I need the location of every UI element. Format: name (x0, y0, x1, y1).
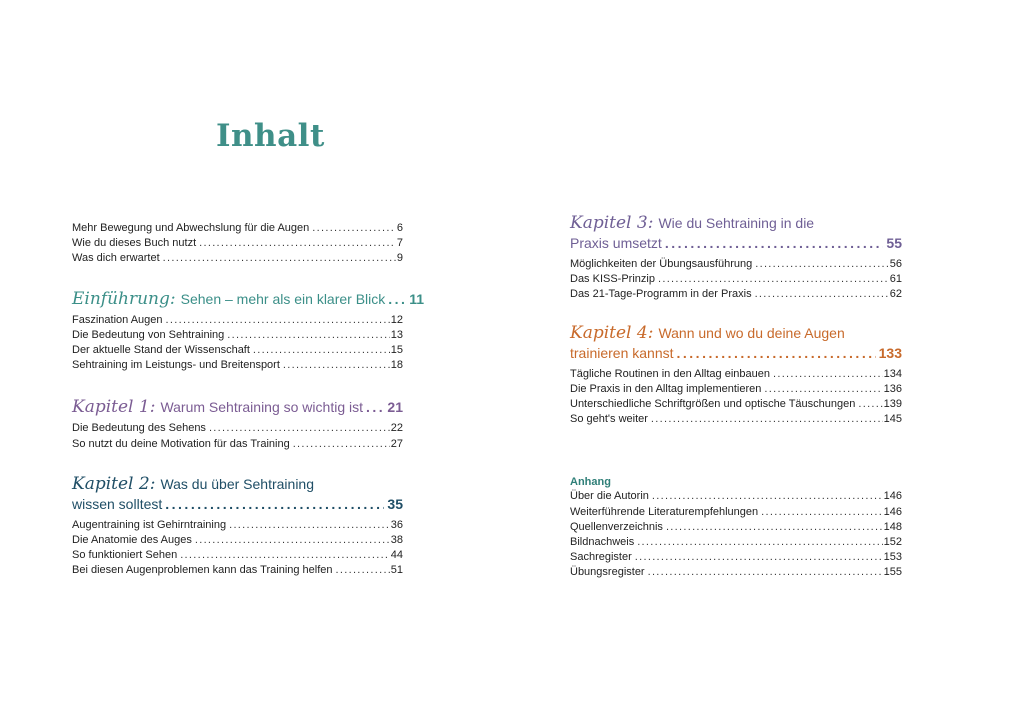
toc-entry[interactable] (72, 518, 403, 533)
leader-dots (163, 251, 396, 266)
chapter-kicker: Kapitel 3: (570, 213, 654, 233)
leader-dots (180, 548, 390, 563)
toc-entry-label: Mehr Bewegung und Abwechslung für die Augen (72, 222, 310, 234)
toc-entry[interactable] (72, 328, 403, 343)
toc-entry-label: Wie du dieses Buch nutzt (72, 237, 197, 250)
leader-dots (648, 565, 883, 580)
toc-entry[interactable] (570, 397, 902, 412)
chapter-page: 55 (886, 235, 902, 251)
toc-entry-label: Über die Autorin (570, 490, 649, 503)
chapter-title: Warum Sehtraining so wichtig ist (160, 399, 363, 416)
toc-entry[interactable] (570, 535, 902, 550)
toc-entry-page: 148 (883, 520, 902, 533)
page-title: Inhalt (216, 118, 325, 154)
chapter-kapitel-4 (570, 323, 902, 363)
toc-entry-page: 27 (390, 437, 403, 450)
toc-entry[interactable] (570, 565, 902, 580)
leader-dots (666, 520, 883, 535)
toc-entry-page: 146 (883, 490, 902, 503)
toc-entry-label: Der aktuelle Stand der Wissenschaft (72, 344, 250, 357)
leader-dots (665, 233, 884, 253)
toc-entry-page: 12 (390, 313, 403, 326)
chapter-title-line-2: Praxis umsetzt (570, 235, 662, 251)
leader-dots (773, 367, 883, 382)
toc-entry[interactable] (570, 505, 902, 520)
chapter-title: Sehen – mehr als ein klarer Blick (180, 290, 386, 307)
toc-entry[interactable] (72, 358, 403, 373)
chapter-heading[interactable] (570, 323, 902, 343)
toc-entry-page: 38 (390, 534, 403, 547)
chapter-heading[interactable] (72, 288, 425, 309)
chapter-kapitel-2 (72, 474, 403, 514)
toc-entry-page: 18 (390, 359, 403, 372)
toc-entry-label: Weiterführende Literaturempfehlungen (570, 505, 759, 518)
toc-entry[interactable] (570, 367, 902, 382)
chapter-kapitel-1 (72, 397, 403, 417)
toc-entry-label: Quellenverzeichnis (570, 520, 663, 533)
chapter-title-line-1: Wie du Sehtraining in die (658, 215, 815, 231)
appendix-heading: Anhang (570, 476, 611, 489)
chapter-page: 21 (387, 399, 403, 416)
leader-dots (195, 533, 390, 548)
toc-entry-label: Was dich erwartet (72, 252, 160, 265)
toc-entry[interactable] (72, 221, 403, 236)
leader-dots (312, 221, 396, 236)
chapter-heading[interactable] (72, 397, 403, 417)
toc-entry-label: Möglichkeiten der Übungsausführung (570, 258, 753, 270)
leader-dots (677, 343, 876, 363)
toc-entry[interactable] (570, 257, 902, 272)
leader-dots (388, 289, 406, 309)
chapter-kapitel-3-entries (570, 257, 902, 303)
toc-entry-page: 136 (883, 382, 902, 395)
toc-entry-label: Die Praxis in den Alltag implementieren (570, 382, 762, 395)
leader-dots (227, 328, 389, 343)
toc-entry-page: 15 (390, 344, 403, 357)
toc-entry-page: 145 (883, 413, 902, 426)
toc-entry-page: 146 (883, 505, 902, 518)
chapter-kicker: Einführung: (72, 288, 176, 309)
toc-entry-page: 7 (396, 237, 403, 250)
toc-entry-page: 134 (883, 367, 902, 380)
leader-dots (651, 412, 883, 427)
leader-dots (755, 287, 889, 302)
chapter-heading[interactable] (570, 213, 902, 233)
toc-entry-page: 152 (883, 536, 902, 549)
toc-entry-page: 62 (889, 288, 902, 301)
toc-left-column (72, 221, 425, 579)
toc-entry[interactable] (570, 489, 902, 504)
toc-entry-page: 13 (390, 328, 403, 341)
toc-entry-label: So nutzt du deine Motivation für das Training (72, 437, 290, 450)
toc-entry-page: 9 (396, 252, 403, 265)
chapter-kapitel-1-entries (72, 421, 403, 451)
chapter-kicker: Kapitel 2: (72, 473, 156, 494)
toc-entry[interactable] (570, 382, 902, 397)
toc-entry-label: Bei diesen Augenproblemen kann das Training helfen (72, 564, 333, 577)
toc-entry-label: Unterschiedliche Schriftgrößen und optische Täuschungen (570, 398, 856, 411)
toc-entry-label: So funktioniert Sehen (72, 549, 178, 562)
toc-entry-label: Augentraining ist Gehirntraining (72, 518, 227, 531)
leader-dots (336, 563, 390, 578)
toc-entry-label: Die Anatomie des Auges (72, 534, 192, 547)
leader-dots (253, 343, 390, 358)
toc-entry-page: 155 (883, 566, 902, 579)
leader-dots (166, 313, 390, 328)
leader-dots (658, 272, 889, 287)
leader-dots (199, 236, 396, 251)
toc-entry[interactable] (72, 421, 403, 436)
leader-dots (165, 494, 384, 514)
toc-entry-label: Das 21-Tage-Programm in der Praxis (570, 288, 752, 301)
toc-entry[interactable] (72, 437, 403, 452)
chapter-einfuehrung-entries (72, 313, 403, 374)
leader-dots (635, 550, 883, 565)
leader-dots (293, 437, 390, 452)
toc-entry-page: 61 (889, 273, 902, 286)
toc-entry-label: Sachregister (570, 551, 632, 564)
toc-entry[interactable] (72, 313, 403, 328)
chapter-kicker: Kapitel 1: (72, 397, 156, 418)
toc-entry[interactable] (72, 533, 403, 548)
toc-entry[interactable] (72, 563, 403, 578)
chapter-kapitel-3 (570, 213, 902, 253)
toc-entry[interactable] (570, 412, 902, 427)
chapter-heading-continued[interactable] (570, 233, 902, 253)
toc-entry[interactable] (570, 550, 902, 565)
toc-entry-label: So geht's weiter (570, 413, 648, 426)
toc-entry[interactable] (72, 548, 403, 563)
chapter-page: 35 (387, 495, 403, 512)
toc-entry[interactable] (570, 520, 902, 535)
chapter-title-line-1: Wann und wo du deine Augen (658, 324, 845, 341)
leader-dots (283, 358, 390, 373)
chapter-page: 11 (409, 290, 425, 307)
leader-dots (652, 489, 883, 504)
toc-intro-group (72, 221, 403, 267)
toc-entry-label: Die Bedeutung des Sehens (72, 422, 206, 435)
leader-dots (209, 421, 390, 436)
chapter-page: 133 (878, 344, 902, 361)
appendix-entries (570, 489, 902, 580)
toc-right-column (570, 213, 902, 581)
toc-entry-page: 36 (390, 518, 403, 531)
chapter-heading[interactable] (72, 474, 403, 494)
toc-entry-page: 6 (396, 222, 403, 234)
toc-entry-label: Sehtraining im Leistungs- und Breitensport (72, 359, 280, 372)
toc-entry-label: Faszination Augen (72, 313, 163, 326)
toc-entry[interactable] (72, 343, 403, 358)
leader-dots (761, 505, 883, 520)
leader-dots (637, 535, 882, 550)
toc-entry[interactable] (570, 287, 902, 302)
chapter-kapitel-4-entries (570, 367, 902, 428)
toc-entry[interactable] (72, 251, 403, 266)
chapter-title-line-1: Was du über Sehtraining (160, 475, 315, 492)
leader-dots (755, 257, 889, 272)
chapter-heading-continued[interactable] (72, 494, 403, 514)
toc-entry-label: Das KISS-Prinzip (570, 273, 655, 286)
toc-entry-page: 51 (390, 564, 403, 577)
leader-dots (858, 397, 882, 412)
toc-entry-label: Die Bedeutung von Sehtraining (72, 328, 225, 341)
toc-entry[interactable] (570, 272, 902, 287)
toc-entry-label: Tägliche Routinen in den Alltag einbauen (570, 367, 770, 380)
toc-entry-page: 22 (390, 422, 403, 435)
chapter-title-line-2: wissen solltest (72, 495, 163, 512)
chapter-title-line-2: trainieren kannst (570, 344, 674, 361)
toc-entry[interactable] (72, 236, 403, 251)
toc-entry-page: 44 (390, 549, 403, 562)
leader-dots (764, 382, 882, 397)
leader-dots (366, 397, 384, 417)
toc-entry-page: 153 (883, 551, 902, 564)
toc-entry-label: Übungsregister (570, 566, 645, 579)
leader-dots (229, 518, 390, 533)
toc-entry-page: 139 (883, 398, 902, 411)
chapter-einfuehrung (72, 288, 425, 309)
toc-entry-label: Bildnachweis (570, 536, 635, 549)
chapter-kicker: Kapitel 4: (570, 322, 654, 343)
chapter-kapitel-2-entries (72, 518, 403, 579)
chapter-heading-continued[interactable] (570, 343, 902, 363)
toc-entry-page: 56 (889, 258, 902, 270)
